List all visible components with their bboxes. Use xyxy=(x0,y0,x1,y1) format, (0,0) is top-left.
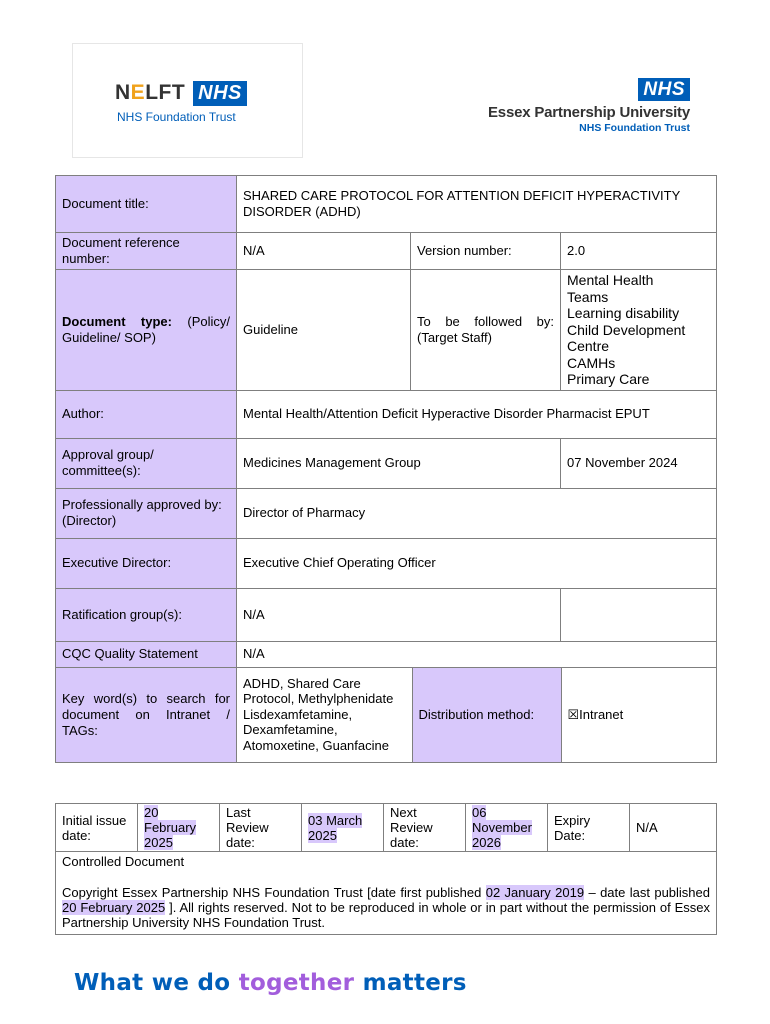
tagline-part: matters xyxy=(354,970,467,996)
nhs-badge: NHS xyxy=(193,81,247,106)
list-item: Centre xyxy=(567,338,610,354)
last-published-date: 20 February 2025 xyxy=(62,900,166,915)
eput-subtitle: NHS Foundation Trust xyxy=(579,122,690,134)
author-label: Author: xyxy=(56,390,237,438)
table-row xyxy=(56,804,717,852)
keywords-label: Key word(s) to search for document on Intranet / TAGs: xyxy=(56,667,237,762)
eput-name: Essex Partnership University xyxy=(488,104,690,121)
document-control-table xyxy=(55,175,717,763)
table-row xyxy=(56,641,717,667)
cqc-value: N/A xyxy=(237,641,717,667)
prof-approved-value: Director of Pharmacy xyxy=(237,488,717,538)
table-row xyxy=(56,667,717,762)
nhs-badge: NHS xyxy=(638,78,690,101)
distribution-value xyxy=(561,668,717,762)
type-label-rest: (Policy/ Guideline/ SOP) xyxy=(62,313,230,345)
next-review-label: Next Review date: xyxy=(384,804,466,852)
exec-director-label: Executive Director: xyxy=(56,538,237,588)
next-review-date: 06 November 2026 xyxy=(472,805,532,850)
type-value: Guideline xyxy=(237,270,411,391)
tagline xyxy=(74,970,467,996)
table-row xyxy=(56,438,717,488)
ratification-label: Ratification group(s): xyxy=(56,588,237,641)
version-value: 2.0 xyxy=(561,233,717,270)
distribution-label: Distribution method: xyxy=(412,668,561,762)
table-row xyxy=(56,176,717,233)
title-label: Document title: xyxy=(56,176,237,233)
exec-director-value: Executive Chief Operating Officer xyxy=(237,538,717,588)
first-published-date: 02 January 2019 xyxy=(485,885,585,900)
table-row xyxy=(56,233,717,270)
title-value: SHARED CARE PROTOCOL FOR ATTENTION DEFICIT HYPERACTIVITY DISORDER (ADHD) xyxy=(237,176,717,233)
expiry-label: Expiry Date: xyxy=(548,804,630,852)
tagline-part: What we do xyxy=(74,970,239,996)
initial-issue-label: Initial issue date: xyxy=(56,804,138,852)
table-row xyxy=(56,390,717,438)
prof-approved-label: Professionally approved by: (Director) xyxy=(56,488,237,538)
list-item: Mental Health xyxy=(567,272,654,288)
followed-label: To be followed by: (Target Staff) xyxy=(411,270,561,391)
approval-label: Approval group/ committee(s): xyxy=(56,438,237,488)
table-row xyxy=(56,270,717,391)
target-staff-list xyxy=(561,270,717,391)
copyright-cell xyxy=(56,852,717,935)
initial-issue-date: 20 February 2025 xyxy=(144,805,197,850)
approval-date: 07 November 2024 xyxy=(561,438,717,488)
ref-label: Document reference number: xyxy=(56,233,237,270)
cqc-label: CQC Quality Statement xyxy=(56,641,237,667)
list-item: Learning disability xyxy=(567,305,680,321)
copyright-part: Copyright Essex Partnership NHS Foundation Trust [date first published xyxy=(62,885,486,900)
tagline-accent: together xyxy=(238,970,355,996)
last-review-label: Last Review date: xyxy=(220,804,302,852)
table-row xyxy=(56,852,717,935)
list-item: Child Development xyxy=(567,321,686,338)
nelft-subtitle: NHS Foundation Trust xyxy=(117,110,236,124)
intranet-checkbox[interactable]: ☒ xyxy=(567,706,580,722)
controlled-document: Controlled Document xyxy=(62,854,185,869)
author-value: Mental Health/Attention Deficit Hyperactive Disorder Pharmacist EPUT xyxy=(237,390,717,438)
initial-issue-value xyxy=(138,804,220,852)
type-label-bold: Document type: xyxy=(62,313,172,329)
issue-dates-table xyxy=(55,803,717,935)
copyright-part: – date last published xyxy=(584,885,710,900)
version-label: Version number: xyxy=(411,233,561,270)
expiry-value: N/A xyxy=(630,804,717,852)
next-review-value xyxy=(466,804,548,852)
table-row xyxy=(56,538,717,588)
approval-value: Medicines Management Group xyxy=(237,438,561,488)
table-row xyxy=(56,588,717,641)
nelft-logo xyxy=(72,43,303,158)
table-row xyxy=(56,488,717,538)
last-review-value xyxy=(302,804,384,852)
list-item: Primary Care xyxy=(567,371,650,387)
keywords-value: ADHD, Shared Care Protocol, Methylphenidate Lisdexamfetamine, Dexamfetamine, Atomoxetine, Guanfacine xyxy=(237,668,412,762)
distribution-intranet: Intranet xyxy=(579,706,624,722)
copyright-part: ]. All rights reserved. Not to be reproduced in whole or in part without the permission of Essex Partnership University NHS Foundation Trust. xyxy=(62,900,710,930)
keywords-distribution-cell xyxy=(237,667,717,762)
list-item: Teams xyxy=(567,288,609,305)
last-review-date: 03 March 2025 xyxy=(308,812,363,843)
keywords-subtable xyxy=(237,668,717,762)
list-item: CAMHs xyxy=(567,354,616,371)
ref-value: N/A xyxy=(237,233,411,270)
eput-logo xyxy=(488,78,690,134)
ratification-empty xyxy=(561,588,717,641)
nelft-wordmark: NELFT xyxy=(115,81,186,104)
ratification-value: N/A xyxy=(237,588,561,641)
type-label xyxy=(56,270,237,391)
copyright-text xyxy=(62,885,710,930)
